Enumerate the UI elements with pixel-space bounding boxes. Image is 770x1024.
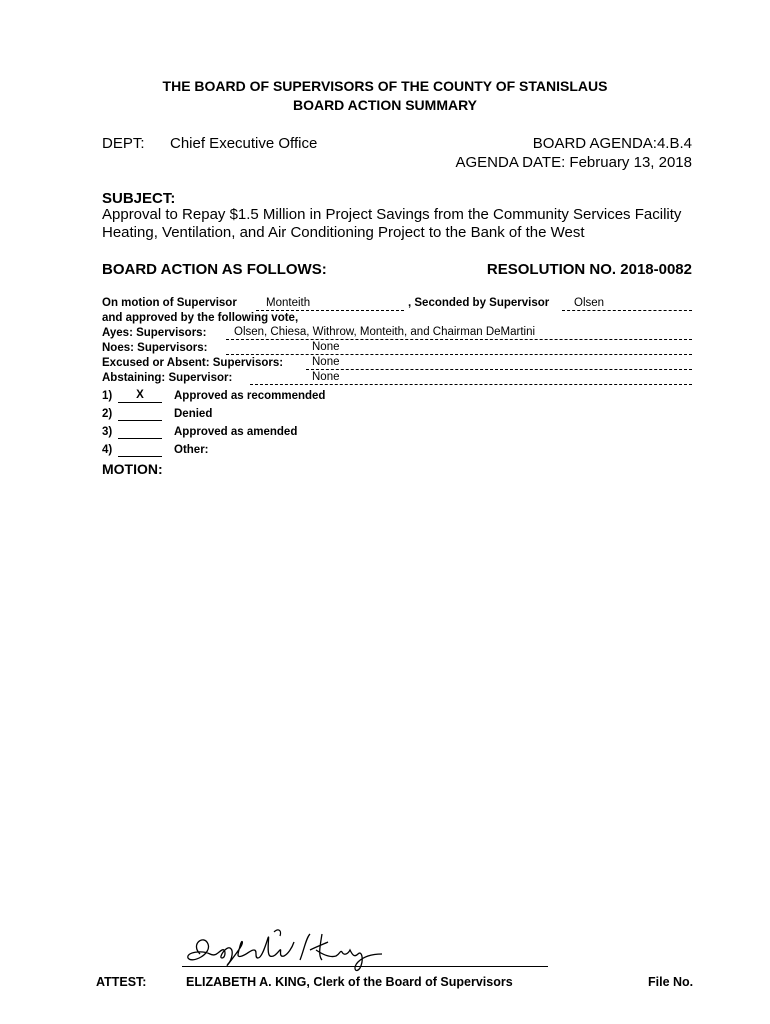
option-checkbox xyxy=(118,443,162,457)
subject-line-2: Heating, Ventilation, and Air Conditioning Project to the Bank of the West xyxy=(102,224,585,241)
subject-label: SUBJECT: xyxy=(102,190,176,207)
board-action-heading: BOARD ACTION AS FOLLOWS: xyxy=(102,261,327,278)
noes-field xyxy=(226,341,692,355)
ayes-label: Ayes: Supervisors: xyxy=(102,327,207,339)
ayes-value: Olsen, Chiesa, Withrow, Monteith, and Chairman DeMartini xyxy=(234,326,536,338)
option-label: Other: xyxy=(174,444,209,456)
motion-value: Monteith xyxy=(266,297,311,309)
abstaining-value: None xyxy=(312,371,340,383)
option-checkbox: X xyxy=(118,389,162,403)
option-checkbox xyxy=(118,425,162,439)
motion-label: On motion of Supervisor xyxy=(102,297,237,309)
seconded-value: Olsen xyxy=(574,297,605,309)
option-checkbox xyxy=(118,407,162,421)
excused-field xyxy=(306,356,692,370)
dept-label: DEPT: xyxy=(102,135,145,152)
board-agenda: BOARD AGENDA:4.B.4 xyxy=(532,135,692,152)
abstaining-field xyxy=(250,371,692,385)
noes-label: Noes: Supervisors: xyxy=(102,342,208,354)
dept-value: Chief Executive Office xyxy=(170,135,318,152)
noes-value: None xyxy=(312,341,340,353)
attest-label: ATTEST: xyxy=(96,975,147,989)
seconded-label: , Seconded by Supervisor xyxy=(408,297,550,309)
subject-line-1: Approval to Repay $1.5 Million in Project Savings from the Community Services Facility xyxy=(102,206,682,223)
excused-label: Excused or Absent: Supervisors: xyxy=(102,357,284,369)
motion-field xyxy=(256,297,404,311)
approved-by-text: and approved by the following vote, xyxy=(102,312,299,324)
option-number: 3) xyxy=(102,426,113,438)
motion-heading: MOTION: xyxy=(102,461,163,477)
option-label: Denied xyxy=(174,408,213,420)
option-label: Approved as recommended xyxy=(174,390,326,402)
agenda-date: AGENDA DATE: February 13, 2018 xyxy=(455,154,692,171)
option-number: 2) xyxy=(102,408,113,420)
document-subtitle: BOARD ACTION SUMMARY xyxy=(292,97,478,113)
seconded-field xyxy=(562,297,692,311)
option-label: Approved as amended xyxy=(174,426,298,438)
option-number: 4) xyxy=(102,444,113,456)
ayes-field xyxy=(226,326,692,340)
resolution-number: RESOLUTION NO. 2018-0082 xyxy=(486,261,692,278)
signature-image xyxy=(182,924,422,976)
abstaining-label: Abstaining: Supervisor: xyxy=(102,372,233,384)
option-number: 1) xyxy=(102,390,113,402)
excused-value: None xyxy=(312,356,340,368)
document-title: THE BOARD OF SUPERVISORS OF THE COUNTY OF STANISLAUS xyxy=(162,78,608,94)
clerk-name: ELIZABETH A. KING, Clerk of the Board of Supervisors xyxy=(186,975,513,989)
signature-line xyxy=(182,966,548,967)
file-number-label: File No. xyxy=(648,975,694,989)
